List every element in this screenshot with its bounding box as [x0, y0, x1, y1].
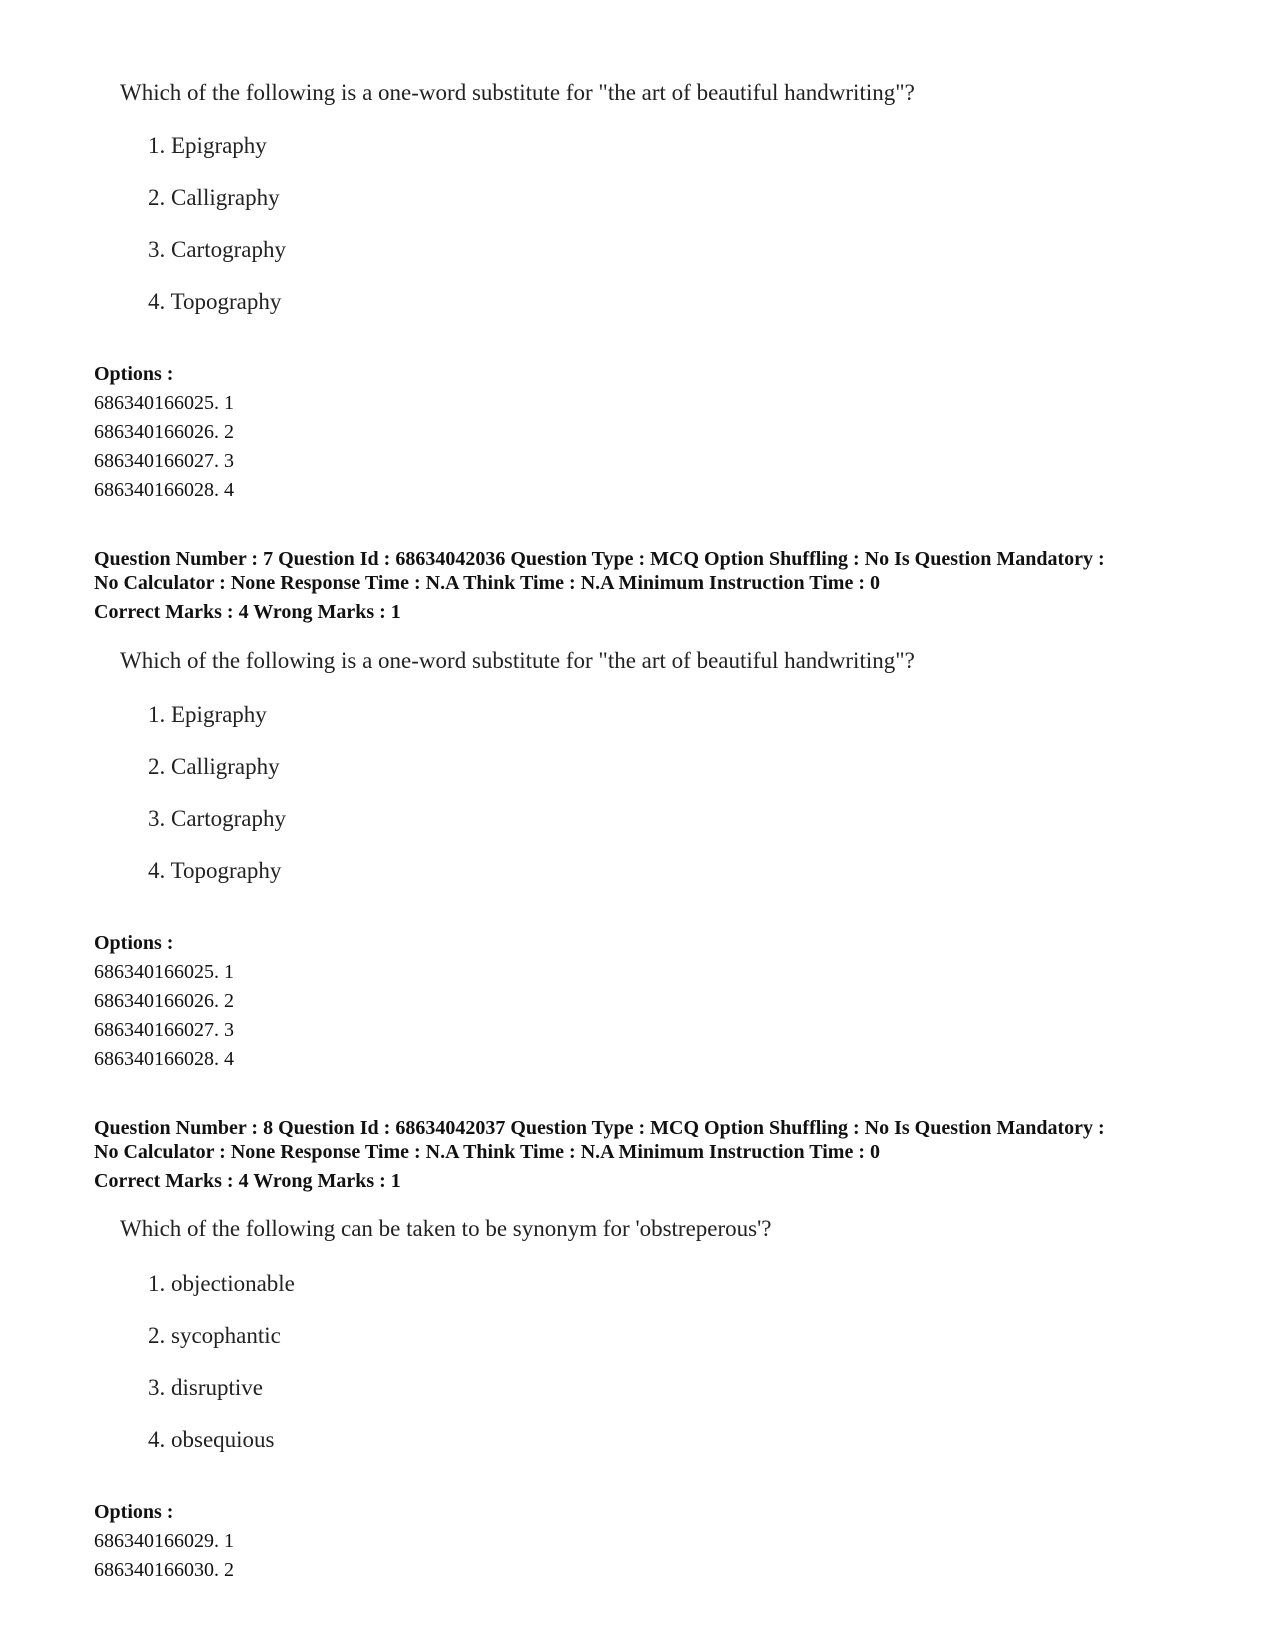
options-label: Options : — [94, 1501, 174, 1523]
question-stem: Which of the following is a one-word substitute for "the art of beautiful handwriting"? — [120, 80, 915, 105]
question-choice: 1. objectionable — [148, 1271, 295, 1296]
options-label: Options : — [94, 932, 174, 954]
options-label: Options : — [94, 363, 174, 385]
option-id: 686340166028. 4 — [94, 1048, 234, 1070]
question-meta: No Calculator : None Response Time : N.A Think Time : N.A Minimum Instruction Time : 0 — [94, 1141, 880, 1163]
option-id: 686340166026. 2 — [94, 421, 234, 443]
question-stem: Which of the following is a one-word substitute for "the art of beautiful handwriting"? — [120, 648, 915, 673]
question-meta: Question Number : 7 Question Id : 68634042036 Question Type : MCQ Option Shuffling : No Is Question Mandatory : — [94, 548, 1105, 570]
question-choice: 2. Calligraphy — [148, 185, 280, 210]
question-meta: Question Number : 8 Question Id : 68634042037 Question Type : MCQ Option Shuffling : No Is Question Mandatory : — [94, 1117, 1105, 1139]
option-id: 686340166026. 2 — [94, 990, 234, 1012]
option-id: 686340166028. 4 — [94, 479, 234, 501]
option-id: 686340166027. 3 — [94, 1019, 234, 1041]
question-choice: 4. Topography — [148, 289, 282, 314]
question-choice: 3. disruptive — [148, 1375, 263, 1400]
question-marks: Correct Marks : 4 Wrong Marks : 1 — [94, 1170, 401, 1192]
question-choice: 4. Topography — [148, 858, 282, 883]
question-choice: 1. Epigraphy — [148, 702, 267, 727]
question-choice: 4. obsequious — [148, 1427, 275, 1452]
question-meta: No Calculator : None Response Time : N.A Think Time : N.A Minimum Instruction Time : 0 — [94, 572, 880, 594]
question-choice: 1. Epigraphy — [148, 133, 267, 158]
option-id: 686340166029. 1 — [94, 1530, 234, 1552]
question-stem: Which of the following can be taken to be synonym for 'obstreperous'? — [120, 1216, 772, 1241]
option-id: 686340166025. 1 — [94, 961, 234, 983]
option-id: 686340166027. 3 — [94, 450, 234, 472]
option-id: 686340166025. 1 — [94, 392, 234, 414]
question-choice: 3. Cartography — [148, 806, 286, 831]
question-choice: 2. sycophantic — [148, 1323, 281, 1348]
question-choice: 3. Cartography — [148, 237, 286, 262]
option-id: 686340166030. 2 — [94, 1559, 234, 1581]
question-choice: 2. Calligraphy — [148, 754, 280, 779]
question-marks: Correct Marks : 4 Wrong Marks : 1 — [94, 601, 401, 623]
